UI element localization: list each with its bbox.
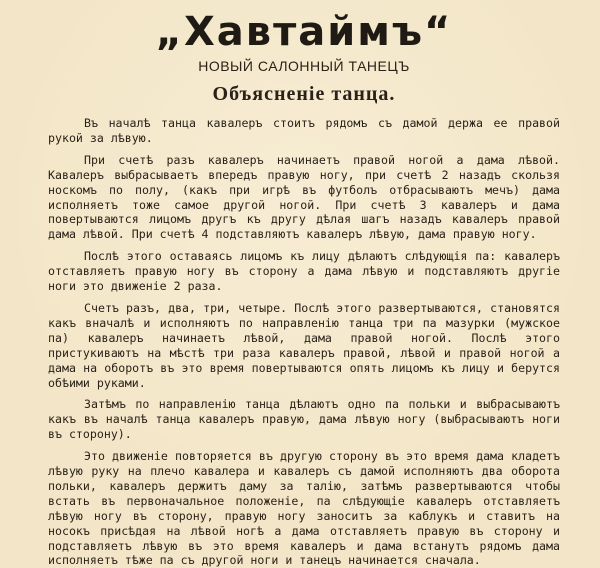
document-subtitle: НОВЫЙ САЛОННЫЙ ТАНЕЦЪ xyxy=(198,58,410,74)
paragraph: Послѣ этого оставаясь лицомъ къ лицу дѣлаютъ слѣдующія па: кавалеръ отставляетъ правую ногу въ сторону а дама лѣвую и подставляютъ другіе ноги это движеніе 2 раза. xyxy=(48,249,560,294)
paragraph: Это движеніе повторяется въ другую сторону въ это время дама кладетъ лѣвую руку на плечо кавалера и кавалеръ съ дамой исполняютъ два оборота польки, кавалеръ держитъ даму за талію, затѣмъ развертываются чтобы встать въ первоначальное положеніе, па слѣдующіе кавалеръ отставляетъ лѣвую ногу въ сторону, правую ногу заноситъ за каблукъ и ставитъ на носокъ присѣдая на лѣвой ногѣ а дама отставляетъ правую въ сторону и подставляетъ лѣвую въ это время кавалеръ и дама встанутъ рядомъ дама исполняетъ тѣже па съ другой ноги и танецъ начинается сначала. xyxy=(48,449,560,568)
paragraph: Затѣмъ по направленію танца дѣлаютъ одно па польки и выбрасываютъ какъ въ началѣ танца кавалеръ правую, дама лѣвую ногу (выбрасываютъ ноги въ сторону). xyxy=(48,397,560,442)
document-title: „Хавтаймъ“ xyxy=(155,9,453,55)
paragraph: Въ началѣ танца кавалеръ стоитъ рядомъ съ дамой держа ее правой рукой за лѣвую. xyxy=(48,116,560,145)
paragraph: При счетѣ разъ кавалеръ начинаетъ правой ногой а дама лѣвой. Кавалеръ выбрасываетъ впередъ правую ногу, при счетѣ 2 назадъ скользя носкомъ по полу, (какъ при игрѣ въ футболъ отбрасываютъ мечъ) дама исполняетъ тоже самое другой ногой. При счетѣ 3 кавалеръ и дама повертываются лицомъ другъ къ другу дѣлая шагъ назадъ кавалеръ правой дама лѣвой. При счетѣ 4 подставляютъ кавалеръ лѣвую, дама правую ногу. xyxy=(48,152,560,242)
paragraph: Счетъ разъ, два, три, четыре. Послѣ этого развертываются, становятся какъ вначалѣ и исполняютъ по направленію танца три па мазурки (мужское па) кавалеръ начинаетъ лѣвой, дама правой ногой. Послѣ этого пристукиваютъ на мѣстѣ три раза кавалеръ правой, лѣвой и правой ногой а дама на оборотъ въ это время повертываются опять лицомъ къ лицу и берутся обѣими руками. xyxy=(48,300,560,390)
section-heading: Объясненіе танца. xyxy=(212,83,396,105)
